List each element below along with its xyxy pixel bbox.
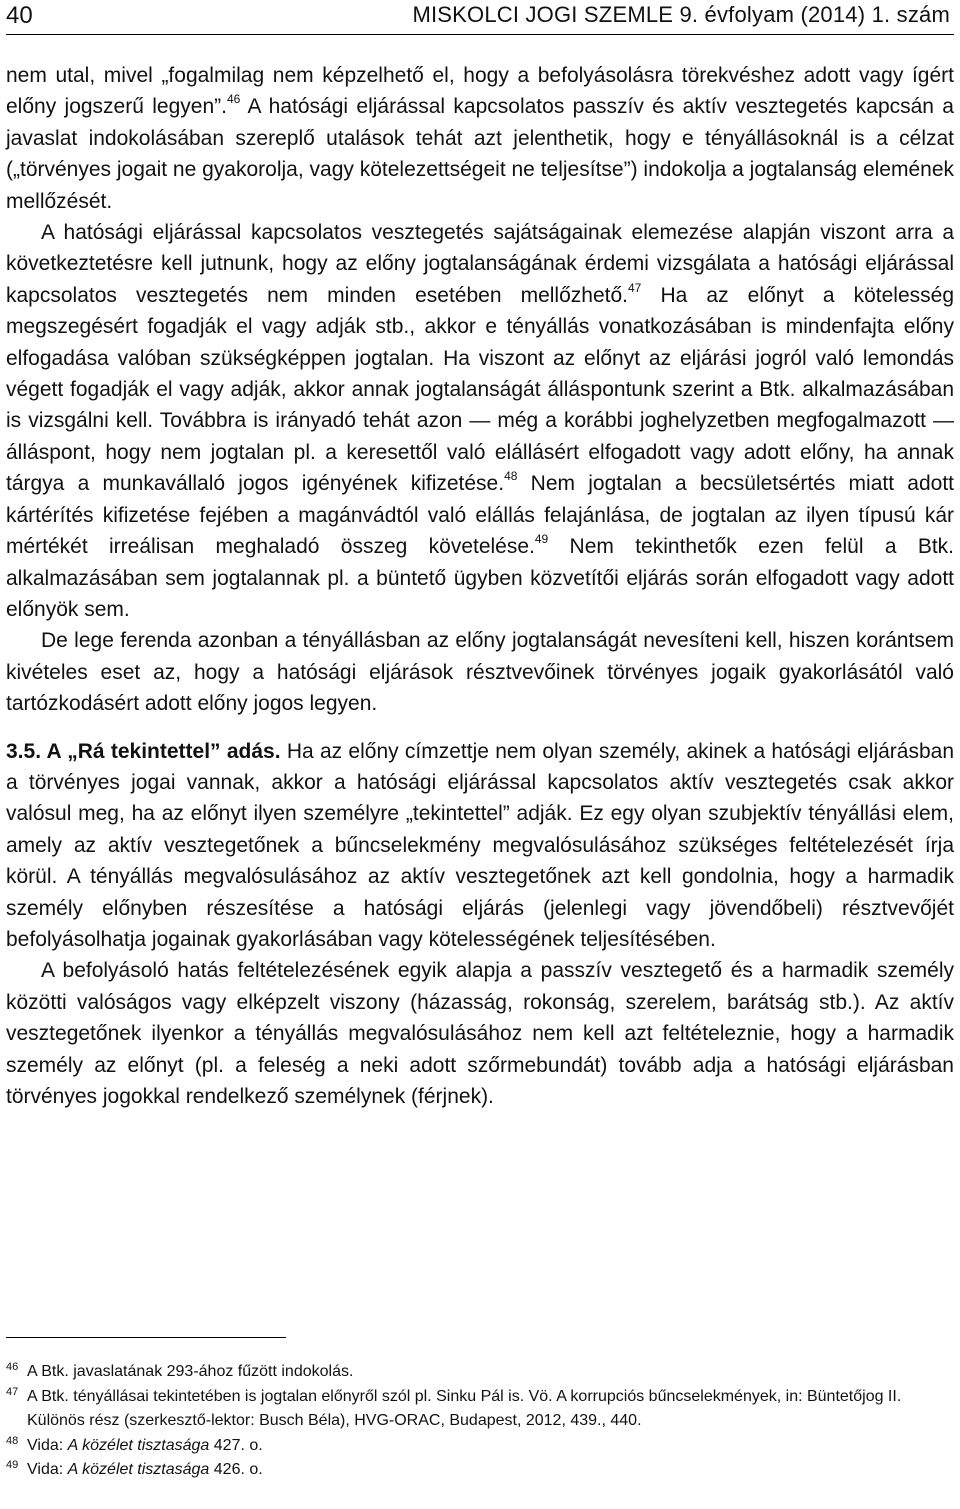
- footnote-number: 48: [6, 1434, 19, 1447]
- footnote-italic: A közélet tisztasága: [67, 1461, 210, 1479]
- footnote-text: Vida:: [27, 1461, 68, 1479]
- paragraph-text: Ha az előnyt a kötelesség megszegésért fogadják el vagy adják stb., akkor e tényállás vonatkozásában is mindenfajta előny elfogadása valóban szükségképpen jogtalan. Ha viszont az előnyt az eljárási jogról való lemondás végett fogadják el vagy adják, akkor annak jogtalanságát álláspontunk szerint a Btk. alkalmazásában is vizsgálni kell. Továbbra is irányadó tehát azon — még a korábbi joghelyzetben megfogalmazott — álláspont, hogy nem jogtalan pl. a keresettől való elállásért elfogadott vagy adott előny, ha annak tárgya a munkavállaló jogos igényének kifizetése.: [6, 283, 954, 496]
- footnote-separator: [6, 1337, 286, 1338]
- footnote-47: [6, 1385, 954, 1434]
- running-title: MISKOLCI JOGI SZEMLE 9. évfolyam (2014) 1. szám: [412, 2, 950, 27]
- paragraph-3: De lege ferenda azonban a tényállásban az előny jogtalanságát nevesíteni kell, hiszen korántsem kivételes eset az, hogy a hatósági eljárások résztvevőinek törvényes jogaik gyakorlásától való tartózkodásért adott előny jogos legyen.: [6, 629, 954, 716]
- footnote-text: A Btk. javaslatának 293-ához fűzött indokolás.: [27, 1363, 354, 1380]
- footnote-text: A Btk. tényállásai tekintetében is jogtalan előnyről szól pl. Sinku Pál is. Vö. A korrupciós bűncselekmények, in: Büntetőjog II. Különös rész (szerkesztő-lektor: Busch Béla), HVG-ORAC, Budapest, 2012, 439., 440.: [27, 1387, 902, 1430]
- paragraph-1: [6, 60, 954, 217]
- body-text: [6, 60, 954, 1112]
- footnote-46: [6, 1360, 954, 1385]
- paragraph-text: nem utal, mivel „fogalmilag nem képzelhető el, hogy a befolyásolásra törekvéshez adott vagy ígért előny jogszerű legyen”.: [6, 64, 954, 119]
- paragraph-text: A hatósági eljárással kapcsolatos vesztegetés sajátságainak elemezése alapján viszont arra a következtetésre kell jutnunk, hogy az előny jogtalanságának érdemi vizsgálata a hatósági eljárással kapcsolatos vesztegetés nem minden esetében mellőzhető.: [6, 221, 954, 307]
- paragraph-text: A hatósági eljárással kapcsolatos passzív és aktív vesztegetés kapcsán a javaslat indokolásában szereplő utalások tehát azt jelenthetik, hogy e tényállásoknál is a célzat („törvényes jogait ne gyakorolja, vagy kötelezettségeit ne teljesítse”) indokolja a jogtalanság elemének mellőzését.: [6, 95, 954, 213]
- footnote-italic: A közélet tisztasága: [67, 1436, 210, 1454]
- page-header: [6, 0, 954, 35]
- footnote-ref[interactable]: 46: [226, 92, 241, 107]
- footnote-text: 426. o.: [209, 1461, 263, 1479]
- footnote-number: 49: [6, 1459, 19, 1472]
- footnote-ref[interactable]: 47: [628, 280, 642, 295]
- paragraph-2: [6, 217, 954, 625]
- footnotes: [6, 1360, 954, 1483]
- paragraph-text: Nem tekinthetők ezen felül a Btk. alkalmazásában sem jogtalannak pl. a büntető ügyben közvetítői eljárás során elfogadott vagy adott előnyök sem.: [6, 535, 954, 621]
- footnote-number: 47: [6, 1385, 19, 1398]
- section-heading: 3.5. A „Rá tekintettel” adás.: [6, 739, 281, 763]
- paragraph-text: Nem jogtalan a becsületsértés miatt adott kártérítés kifizetése fejében a magánvádtól való elállás felajánlása, de jogtalan az ilyen típusú kár mértékét irreálisan meghaladó összeg követelése.: [6, 472, 954, 559]
- footnote-ref[interactable]: 48: [504, 469, 518, 484]
- footnote-ref[interactable]: 49: [534, 532, 549, 547]
- footnote-48: [6, 1434, 954, 1459]
- page-number: 40: [6, 2, 33, 29]
- footnote-text: 427. o.: [209, 1436, 263, 1454]
- footnote-number: 46: [6, 1361, 19, 1373]
- paragraph-text: Ha az előny címzettje nem olyan személy, akinek a hatósági eljárásban a törvényes jogai vannak, akkor a hatósági eljárással kapcsolatos aktív vesztegetés csak akkor valósul meg, ha az előnyt ilyen személyre „tekintettel” adják. Ez egy olyan szubjektív tényállási elem, amely az aktív vesztegetőnek a bűncselekmény megvalósulásához szükséges feltételezését írja körül. A tényállás megvalósulásához az aktív vesztegetőnek azt kell gondolnia, hogy a harmadik személy előnyben részesítése a hatósági eljárás (jelenlegi vagy jövendőbeli) résztvevőjét befolyásolhatja jogainak gyakorlásában vagy kötelességének teljesítésében.: [6, 739, 955, 951]
- footnote-49: [6, 1458, 954, 1483]
- paragraph-4: [6, 736, 954, 956]
- paragraph-5: A befolyásoló hatás feltételezésének egyik alapja a passzív vesztegető és a harmadik személy közötti valóságos vagy elképzelt viszony (házasság, rokonság, szerelem, barátság stb.). Az aktív vesztegetőnek ilyenkor a tényállás megvalósulásához nem kell azt feltételeznie, hogy a harmadik személy az előnyt (pl. a feleség a neki adott szőrmebundát) tovább adja a hatósági eljárásban törvényes jogokkal rendelkező személynek (férjnek).: [6, 959, 954, 1108]
- footnote-text: Vida:: [27, 1436, 68, 1454]
